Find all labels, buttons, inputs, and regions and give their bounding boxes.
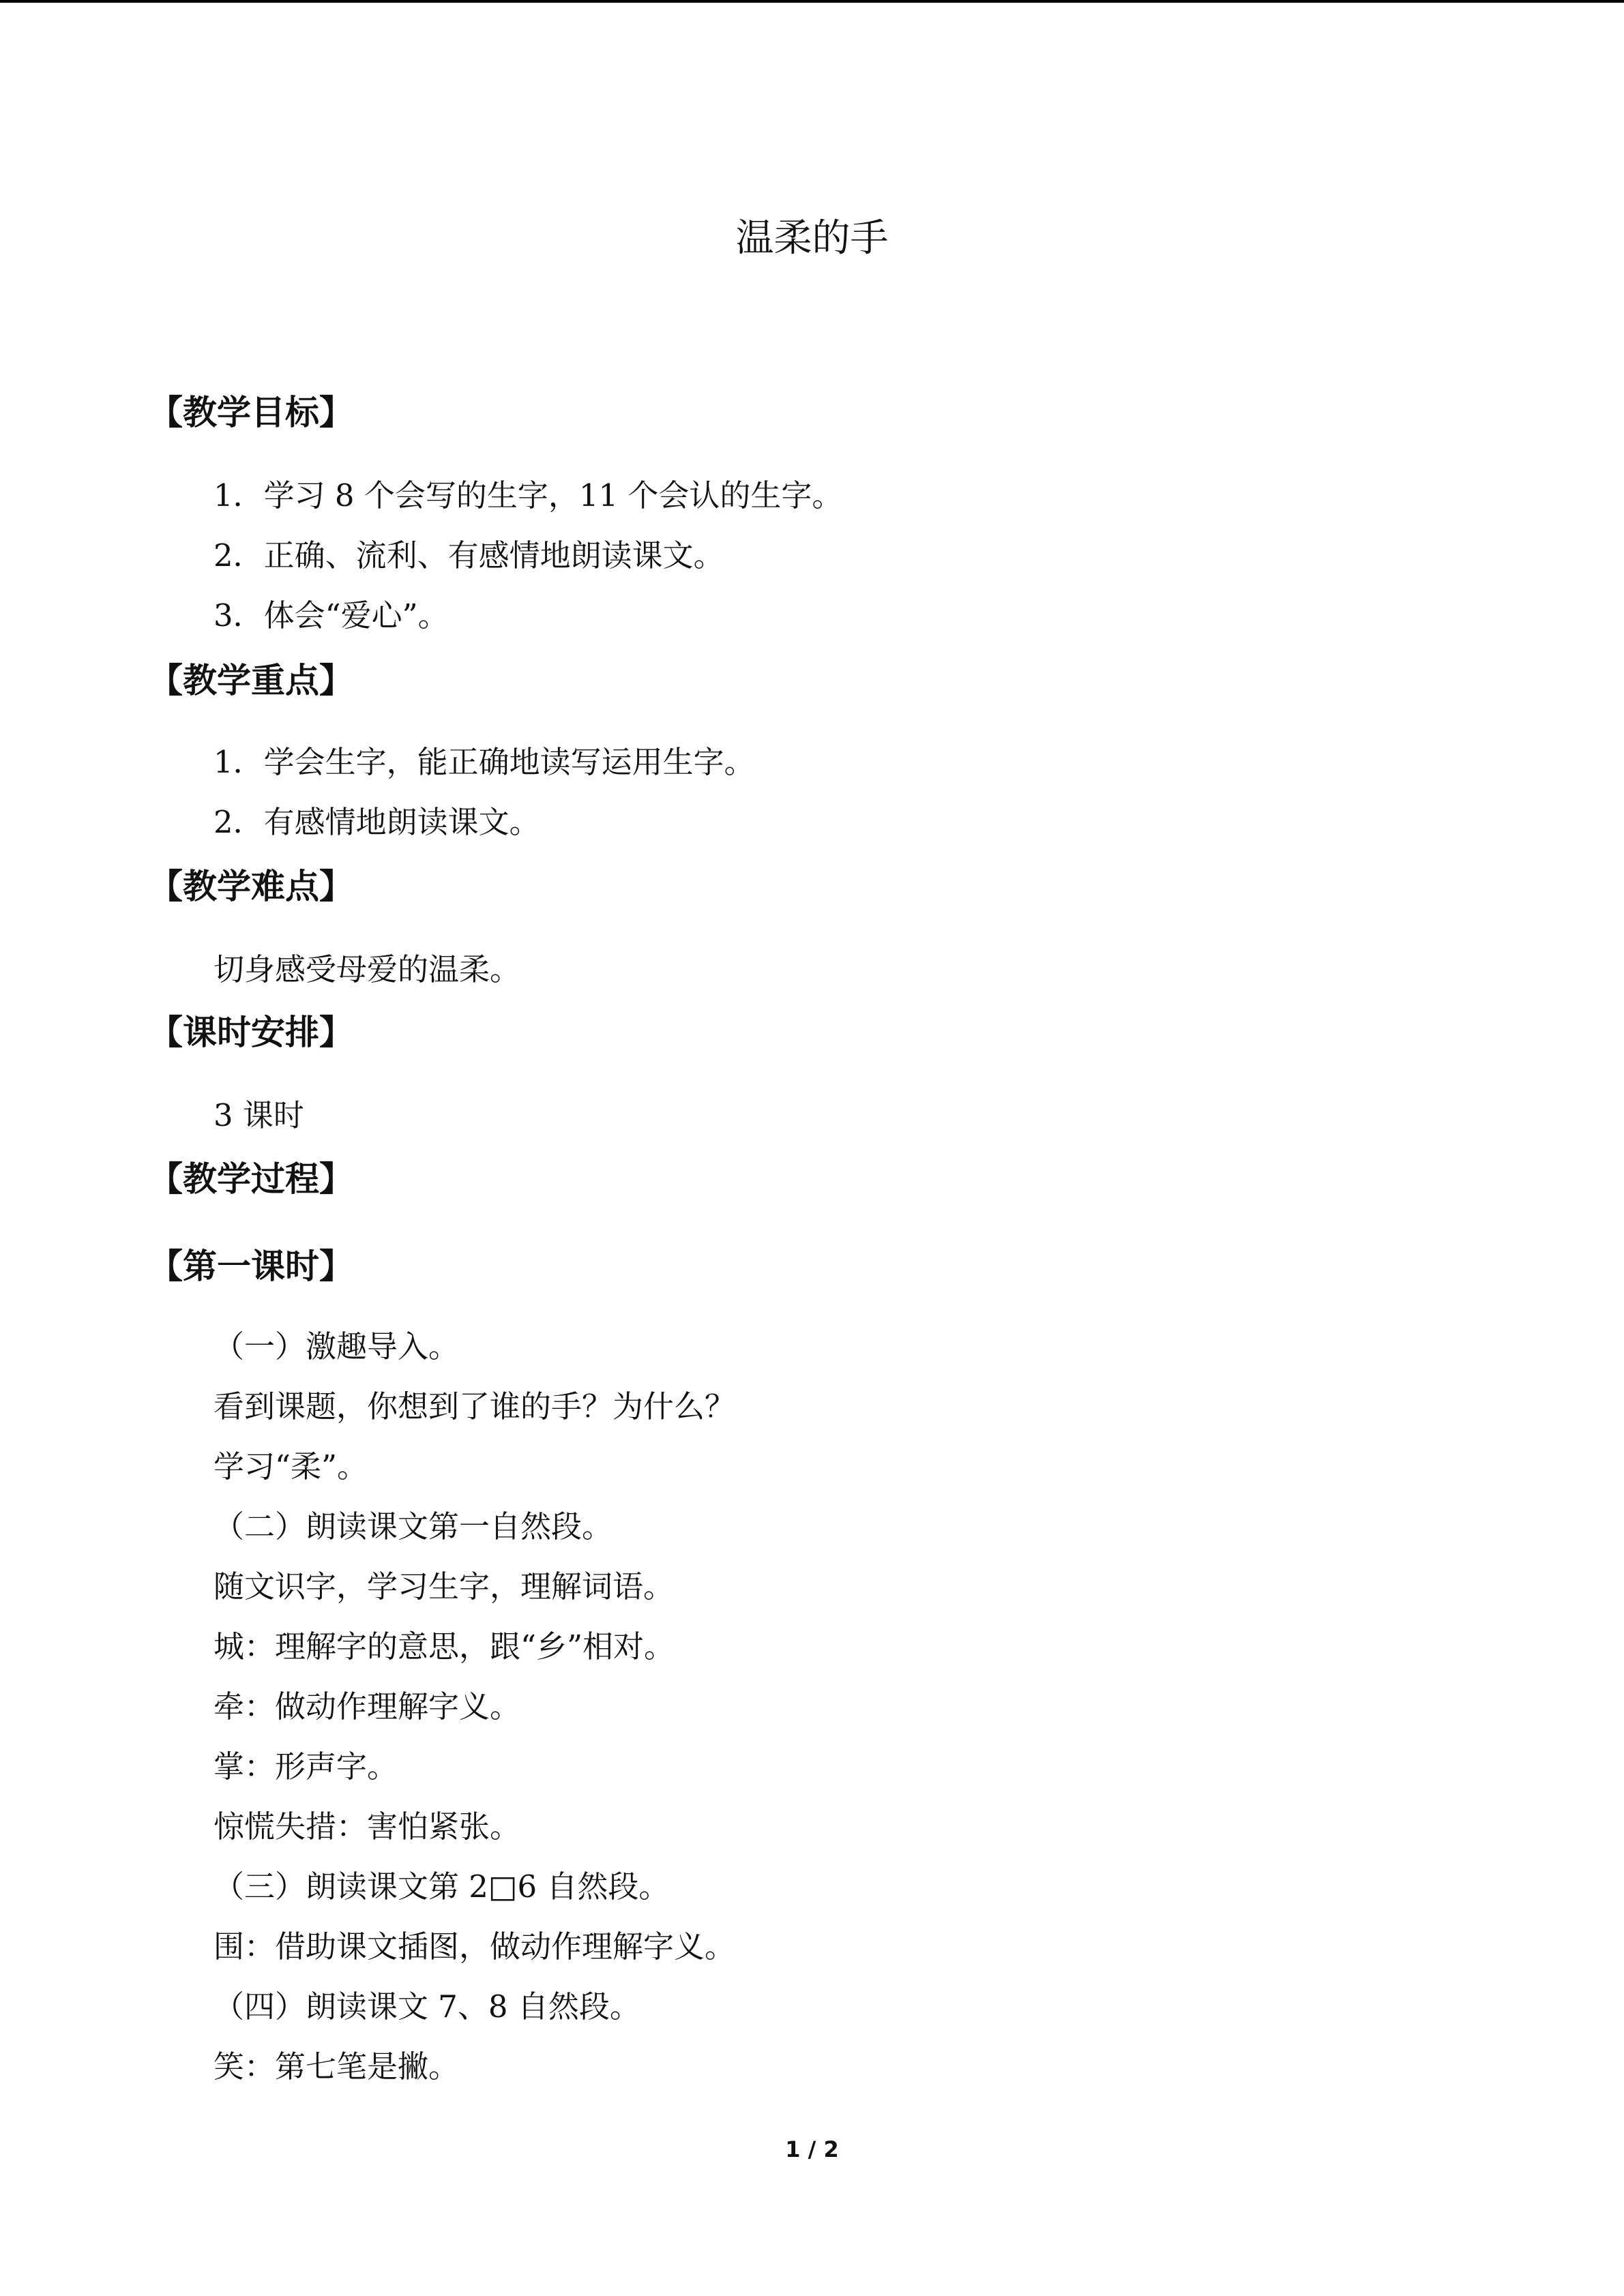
lesson-one-line-11: 围：借助课文插图，做动作理解字义。	[213, 1928, 736, 1965]
heading-schedule: 【课时安排】	[149, 1013, 353, 1052]
lesson-one-line-6: 城：理解字的意思，跟“乡”相对。	[213, 1628, 675, 1665]
lesson-one-line-8: 掌：形声字。	[213, 1748, 398, 1785]
objective-item-3: 3．体会“爱心”。	[213, 597, 449, 633]
lesson-one-line-1: （一）激趣导入。	[213, 1328, 460, 1365]
difficulty-item-1: 切身感受母爱的温柔。	[213, 951, 521, 987]
lesson-one-line-4: （二）朗读课文第一自然段。	[213, 1508, 613, 1545]
lesson-one-line-9: 惊慌失措：害怕紧张。	[213, 1808, 521, 1845]
objective-item-1: 1．学习 8 个会写的生字，11 个会认的生字。	[213, 477, 843, 513]
lesson-one-line-5: 随文识字，学习生字，理解词语。	[213, 1568, 675, 1605]
lesson-one-line-13: 笑：第七笔是撇。	[213, 2048, 460, 2085]
page-top-border	[0, 0, 1624, 3]
heading-lesson-one: 【第一课时】	[149, 1247, 353, 1286]
document-title: 温柔的手	[735, 216, 889, 260]
lesson-one-line-12: （四）朗读课文 7、8 自然段。	[213, 1988, 640, 2025]
heading-process: 【教学过程】	[149, 1159, 353, 1199]
key-point-item-2: 2．有感情地朗读课文。	[213, 804, 540, 840]
heading-key-points: 【教学重点】	[149, 661, 353, 700]
objective-item-2: 2．正确、流利、有感情地朗读课文。	[213, 537, 724, 573]
lesson-one-line-7: 牵：做动作理解字义。	[213, 1688, 521, 1725]
heading-difficulties: 【教学难点】	[149, 867, 353, 906]
lesson-one-line-2: 看到课题，你想到了谁的手？为什么？	[213, 1388, 736, 1425]
lesson-one-line-10: （三）朗读课文第 2□6 自然段。	[213, 1868, 670, 1905]
page-number: 1 / 2	[785, 2136, 839, 2162]
lesson-one-line-3: 学习“柔”。	[213, 1448, 368, 1485]
schedule-item-1: 3 课时	[213, 1097, 304, 1133]
heading-objectives: 【教学目标】	[149, 393, 353, 432]
key-point-item-1: 1．学会生字，能正确地读写运用生字。	[213, 744, 755, 780]
